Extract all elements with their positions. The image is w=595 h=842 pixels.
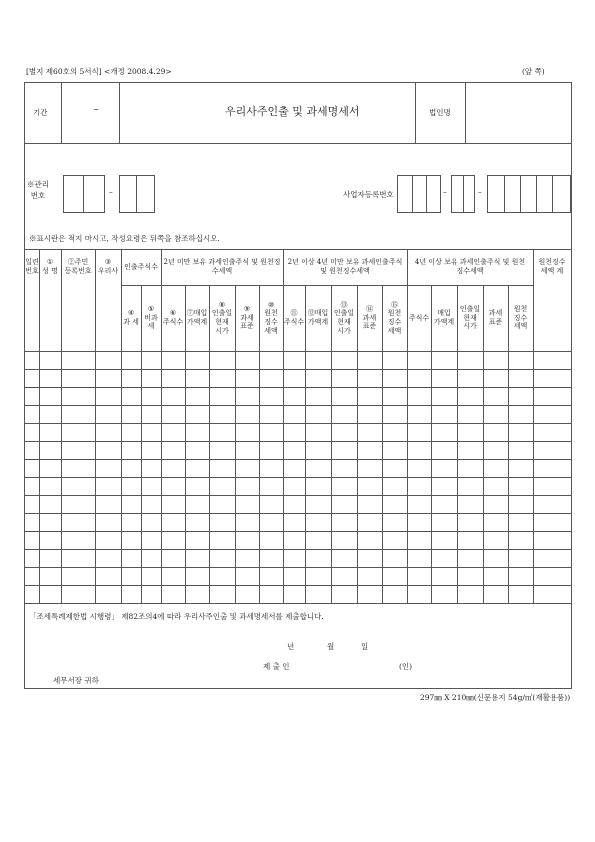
sub-header-2: ⑤ 비과세: [144, 304, 158, 331]
table-row[interactable]: [25, 549, 571, 550]
group-2to4y: 2년 이상 4년 미만 보유 과세인출주식 및 원천징수세액: [287, 258, 403, 275]
sub-header-10: ⑬ 인출일 현재 시가: [333, 300, 355, 335]
table-row[interactable]: [25, 441, 571, 442]
table-row[interactable]: [25, 495, 571, 496]
submitter-label: 제 출 인: [263, 662, 290, 671]
sub-header-13: 주식수: [408, 313, 430, 322]
seal-mark: (인): [399, 662, 413, 671]
recipient-label: 세무서장 귀하: [53, 676, 99, 685]
table-row[interactable]: [25, 459, 571, 460]
biz-reg-label: 사업자등록번호: [343, 190, 394, 199]
year-label: 년: [287, 642, 295, 651]
mgmt-number-box-2[interactable]: [119, 175, 155, 213]
sub-header-3: ⑥ 주식수: [162, 309, 184, 326]
table-row[interactable]: [25, 423, 571, 424]
sub-header-5: ⑧ 인출일 현재 시가: [211, 300, 233, 335]
sub-header-1: ④ 과 세: [123, 309, 139, 326]
sub-header-16: 과세 표준: [488, 309, 503, 326]
table-row[interactable]: [25, 387, 571, 388]
period-tilde: ~: [93, 105, 100, 114]
table-row[interactable]: [25, 567, 571, 568]
group-under-2y: 2년 미만 보유 과세인출주식 및 원천징 수세액: [163, 258, 281, 275]
group-over-4y: 4년 이상 보유 과세인출주식 및 원천 징수세액: [414, 258, 526, 275]
biz-reg-box-2[interactable]: [451, 175, 475, 213]
form-title: 우리사주인출 및 과세명세서: [225, 105, 360, 118]
table-row[interactable]: [25, 405, 571, 406]
table-row[interactable]: [25, 531, 571, 532]
sub-header-9: ⑫매입 가액계: [307, 309, 329, 326]
col-seq: 일련 번호: [25, 258, 39, 275]
sub-header-14: 매입 가액계: [433, 309, 455, 326]
corp-name-label: 법인명: [429, 108, 451, 117]
sub-header-6: ⑨ 과세 표준: [240, 304, 254, 331]
col-withdraw: 인출주식수: [124, 262, 158, 271]
biz-reg-box-3[interactable]: [487, 175, 571, 213]
sub-header-12: ⑮ 원천 징수 세액: [387, 300, 402, 335]
page-side: (앞 쪽): [522, 67, 545, 76]
table-row[interactable]: [25, 477, 571, 478]
notice-text: ※표시란은 적지 마시고, 작성요령은 뒤쪽을 참조하십시오.: [29, 234, 220, 243]
month-label: 월: [327, 642, 335, 651]
sub-header-17: 원천 징수 세액: [513, 304, 528, 331]
biz-reg-box-1[interactable]: [397, 175, 441, 213]
form-number: [별지 제60호의 5서식] <개정 2008.4.29>: [26, 67, 172, 76]
table-row[interactable]: [25, 513, 571, 514]
statement: 「조세특례제한법 시행령」 제82조의4에 따라 우리사주인출 및 과세명세서를 제출합니다.: [29, 612, 324, 621]
period-label: 기간: [33, 108, 48, 117]
mgmt-number-box-1[interactable]: [63, 175, 105, 213]
col-name: ① 성 명: [42, 258, 58, 275]
form-frame: 기간 ~ 우리사주인출 및 과세명세서 법인명 ※관리 번호 – 사업자등록번호 – – ※표시란은 적지 마시고, 작성요령은 뒤쪽을 참조하십시오. 일련 번호 ① 성 명 ②주민 등록번호 ③ 우리사 인출주식수 2년 미만 보유 과세인출주식 및 원천징 수세액 2년 이상 4년 미만 보유 과세인출주식 및 원천징수세액 4년 이상 보유 과세인출주식 및 원천 징수세액 원천징수 세액 계 ④ 과 세 ⑤ 비과세 ⑥ 주식수 ⑦매입 가액계 ⑧ 인출일 현재 시가 ⑨ 과세 표준 ⑩ 원천 징수 세액 ⑪ 주식수 ⑫매입 가액계 ⑬ 인출일 현재 시가 ⑭ 과세 표준 ⑮ 원천 징수 세액 주식수 매입 가액계 인출일 현재 시가 과세 표준 원천 징수 세액 「조세특례제한법 시행령」 제82조의4에 따라 우리사주인출 및 과세명세서를 제출합니다. 년 월 일 제 출 인 (인) 세무서장 귀하: [24, 82, 572, 689]
col-member: ③ 우리사: [97, 258, 119, 275]
sub-header-15: 인출일 현재 시가: [459, 304, 481, 331]
sub-header-7: ⑩ 원천 징수 세액: [264, 300, 278, 335]
table-row[interactable]: [25, 369, 571, 370]
mgmt-number-label: ※관리 번호: [27, 180, 49, 200]
col-resident-no: ②주민 등록번호: [64, 258, 92, 275]
sub-header-8: ⑪ 주식수: [283, 309, 305, 326]
paper-spec: 297㎜ X 210㎜(신문용지 54g/㎡(재활용품)): [420, 693, 571, 702]
sub-header-4: ⑦매입 가액계: [186, 309, 208, 326]
col-total-tax: 원천징수 세액 계: [538, 258, 566, 275]
table-row[interactable]: [25, 585, 571, 586]
day-label: 일: [361, 642, 369, 651]
sub-header-11: ⑭ 과세 표준: [362, 304, 377, 331]
